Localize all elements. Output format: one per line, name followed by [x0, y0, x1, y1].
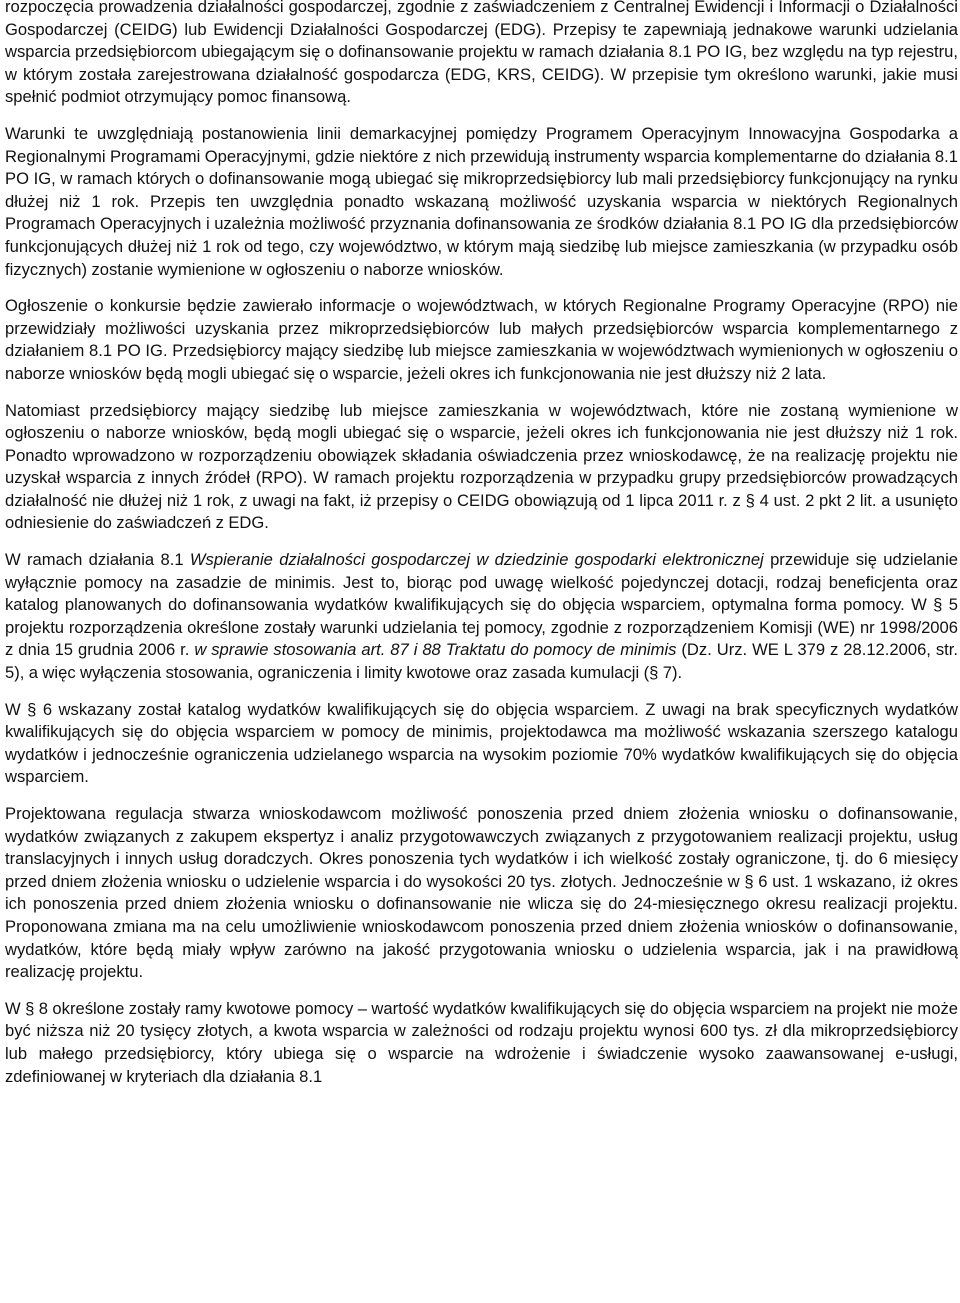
paragraph: [5, 549, 958, 685]
paragraph-text: W ramach działania 8.1: [5, 550, 190, 570]
document-body: [5, 0, 958, 1088]
italic-text: Wspieranie działalności gospodarczej w dziedzinie gospodarki elektronicznej: [189, 550, 764, 570]
paragraph-text: Projektowana regulacja stwarza wnioskodawcom możliwość ponoszenia przed dniem złożenia wniosku o dofinansowanie, wydatków związanych z zakupem ekspertyz i analiz przygotowawczych związanych z przygotowaniem realizacji projektu, usług translacyjnych i innych usług doradczych. Okres ponoszenia tych wydatków i ich wielkość zostały ograniczone, tj. do 6 miesięcy przed dniem złożenia wniosku o udzielenie wsparcia i do wysokości 20 tys. złotych. Jednocześnie w § 6 ust. 1 wskazano, iż okres ich ponoszenia przed dniem złożenia wniosku o dofinansowanie nie wlicza się do 24-miesięcznego okresu realizacji projektu. Proponowana zmiana ma na celu umożliwienie wnioskodawcom ponoszenia przed dniem złożenia wniosków o dofinansowanie, wydatków, które będą miały wpływ zarówno na jakość przygotowania wniosku o udzielenia wsparcia, jak i na prawidłową realizację projektu.: [5, 804, 958, 982]
paragraph: [5, 998, 958, 1088]
paragraph: [5, 295, 958, 385]
paragraph: [5, 803, 958, 984]
paragraph-text: Natomiast przedsiębiorcy mający siedzibę lub miejsce zamieszkania w województwach, które nie zostaną wymienione w ogłoszeniu o naborze wniosków, będą mogli ubiegać się o wsparcie, jeżeli okres ich funkcjonowania nie jest dłuższy niż 1 rok. Ponadto wprowadzono w rozporządzeniu obowiązek składania oświadczenia przez wnioskodawcę, że na realizację projektu nie uzyskał wsparcia z innych źródeł (RPO). W ramach projektu rozporządzenia w przypadku grupy przedsiębiorców prowadzących działalność nie dłużej niż 1 rok, z uwagi na fakt, iż przepisy o CEIDG obowiązują od 1 lipca 2011 r. z § 4 ust. 2 pkt 2 lit. a usunięto odniesienie do zaświadczeń z EDG.: [5, 400, 958, 533]
paragraph-text: (Dz. Urz. WE L 379 z 28.12.2006, str. 5), a więc wyłączenia stosowania, ograniczenia i limity kwotowe oraz zasada kumulacji (§ 7).: [5, 640, 958, 683]
paragraph-text: W § 6 wskazany został katalog wydatków kwalifikujących się do objęcia wsparciem. Z uwagi na brak specyficznych wydatków kwalifikujących się do objęcia wsparciem w pomocy de minimis, projektodawca ma możliwość wskazania szerszego katalogu wydatków i jednocześnie ograniczenia udzielanego wsparcia na wysokim poziomie 70% wydatków kwalifikujących się do objęcia wsparciem.: [5, 699, 958, 787]
paragraph-text: W § 8 określone zostały ramy kwotowe pomocy – wartość wydatków kwalifikujących się do objęcia wsparciem na projekt nie może być niższa niż 20 tysięcy złotych, a kwota wsparcia w zależności od rodzaju projektu wynosi 600 tys. zł dla mikroprzedsiębiorcy lub małego przedsiębiorcy, który ubiega się o wsparcie na wdrożenie i świadczenie wysoko zaawansowanej e-usługi, zdefiniowanej w kryteriach dla działania 8.1: [5, 998, 958, 1086]
paragraph: [5, 0, 958, 109]
italic-text: w sprawie stosowania art. 87 i 88 Traktatu do pomocy de minimis: [194, 640, 677, 660]
paragraph-text: Ogłoszenie o konkursie będzie zawierało informacje o województwach, w których Regionalne Programy Operacyjne (RPO) nie przewidziały możliwości uzyskania przez mikroprzedsiębiorców lub małych przedsiębiorców wsparcia komplementarnego z działaniem 8.1 PO IG. Przedsiębiorcy mający siedzibę lub miejsce zamieszkania w województwach wymienionych w ogłoszeniu o naborze wniosków będą mogli ubiegać się o wsparcie, jeżeli okres ich funkcjonowania nie jest dłuższy niż 2 lata.: [5, 296, 958, 383]
paragraph-text: rozpoczęcia prowadzenia działalności gospodarczej, zgodnie z zaświadczeniem z Centralnej Ewidencji i Informacji o Działalności Gospodarczej (CEIDG) lub Ewidencji Działalności Gospodarczej (EDG). Przepisy te zapewniają jednakowe warunki udzielania wsparcia przedsiębiorcom ubiegającym się o dofinansowanie projektu w ramach działania 8.1 PO IG, bez względu na typ rejestru, w którym została zarejestrowana działalność gospodarcza (EDG, KRS, CEIDG). W przepisie tym określono warunki, jakie musi spełnić podmiot otrzymujący pomoc finansową.: [5, 0, 958, 107]
paragraph-text: przewiduje się udzielanie wyłącznie pomocy na zasadzie de minimis. Jest to, biorąc pod uwagę wielkość pojedynczej dotacji, rodzaj beneficjenta oraz katalog planowanych do dofinansowania wydatków kwalifikujących się do objęcia wsparciem, optymalna forma pomocy. W § 5 projektu rozporządzenia określone zostały warunki udzielania tej pomocy, zgodnie z rozporządzeniem Komisji (WE) nr 1998/2006 z dnia 15 grudnia 2006 r.: [5, 550, 958, 660]
paragraph: [5, 123, 958, 281]
paragraph: [5, 400, 958, 536]
paragraph: [5, 699, 958, 789]
paragraph-text: Warunki te uwzględniają postanowienia linii demarkacyjnej pomiędzy Programem Operacyjnym Innowacyjna Gospodarka a Regionalnymi Programami Operacyjnymi, gdzie niektóre z nich przewidują instrumenty wsparcia komplementarne do działania 8.1 PO IG, w ramach których o dofinansowanie mogą ubiegać się mikroprzedsiębiorcy lub mali przedsiębiorcy funkcjonujący na rynku dłużej niż 1 rok. Przepis ten uwzględnia ponadto wskazaną możliwość uzyskania wsparcia w niektórych Regionalnych Programach Operacyjnych i uzależnia możliwość przyznania dofinansowania ze środków działania 8.1 PO IG dla przedsiębiorców funkcjonujących dłużej niż 1 rok od tego, czy województwo, w którym mają siedzibę lub miejsce zamieszkania (w przypadku osób fizycznych) zostanie wymienione w ogłoszeniu o naborze wniosków.: [5, 123, 958, 279]
